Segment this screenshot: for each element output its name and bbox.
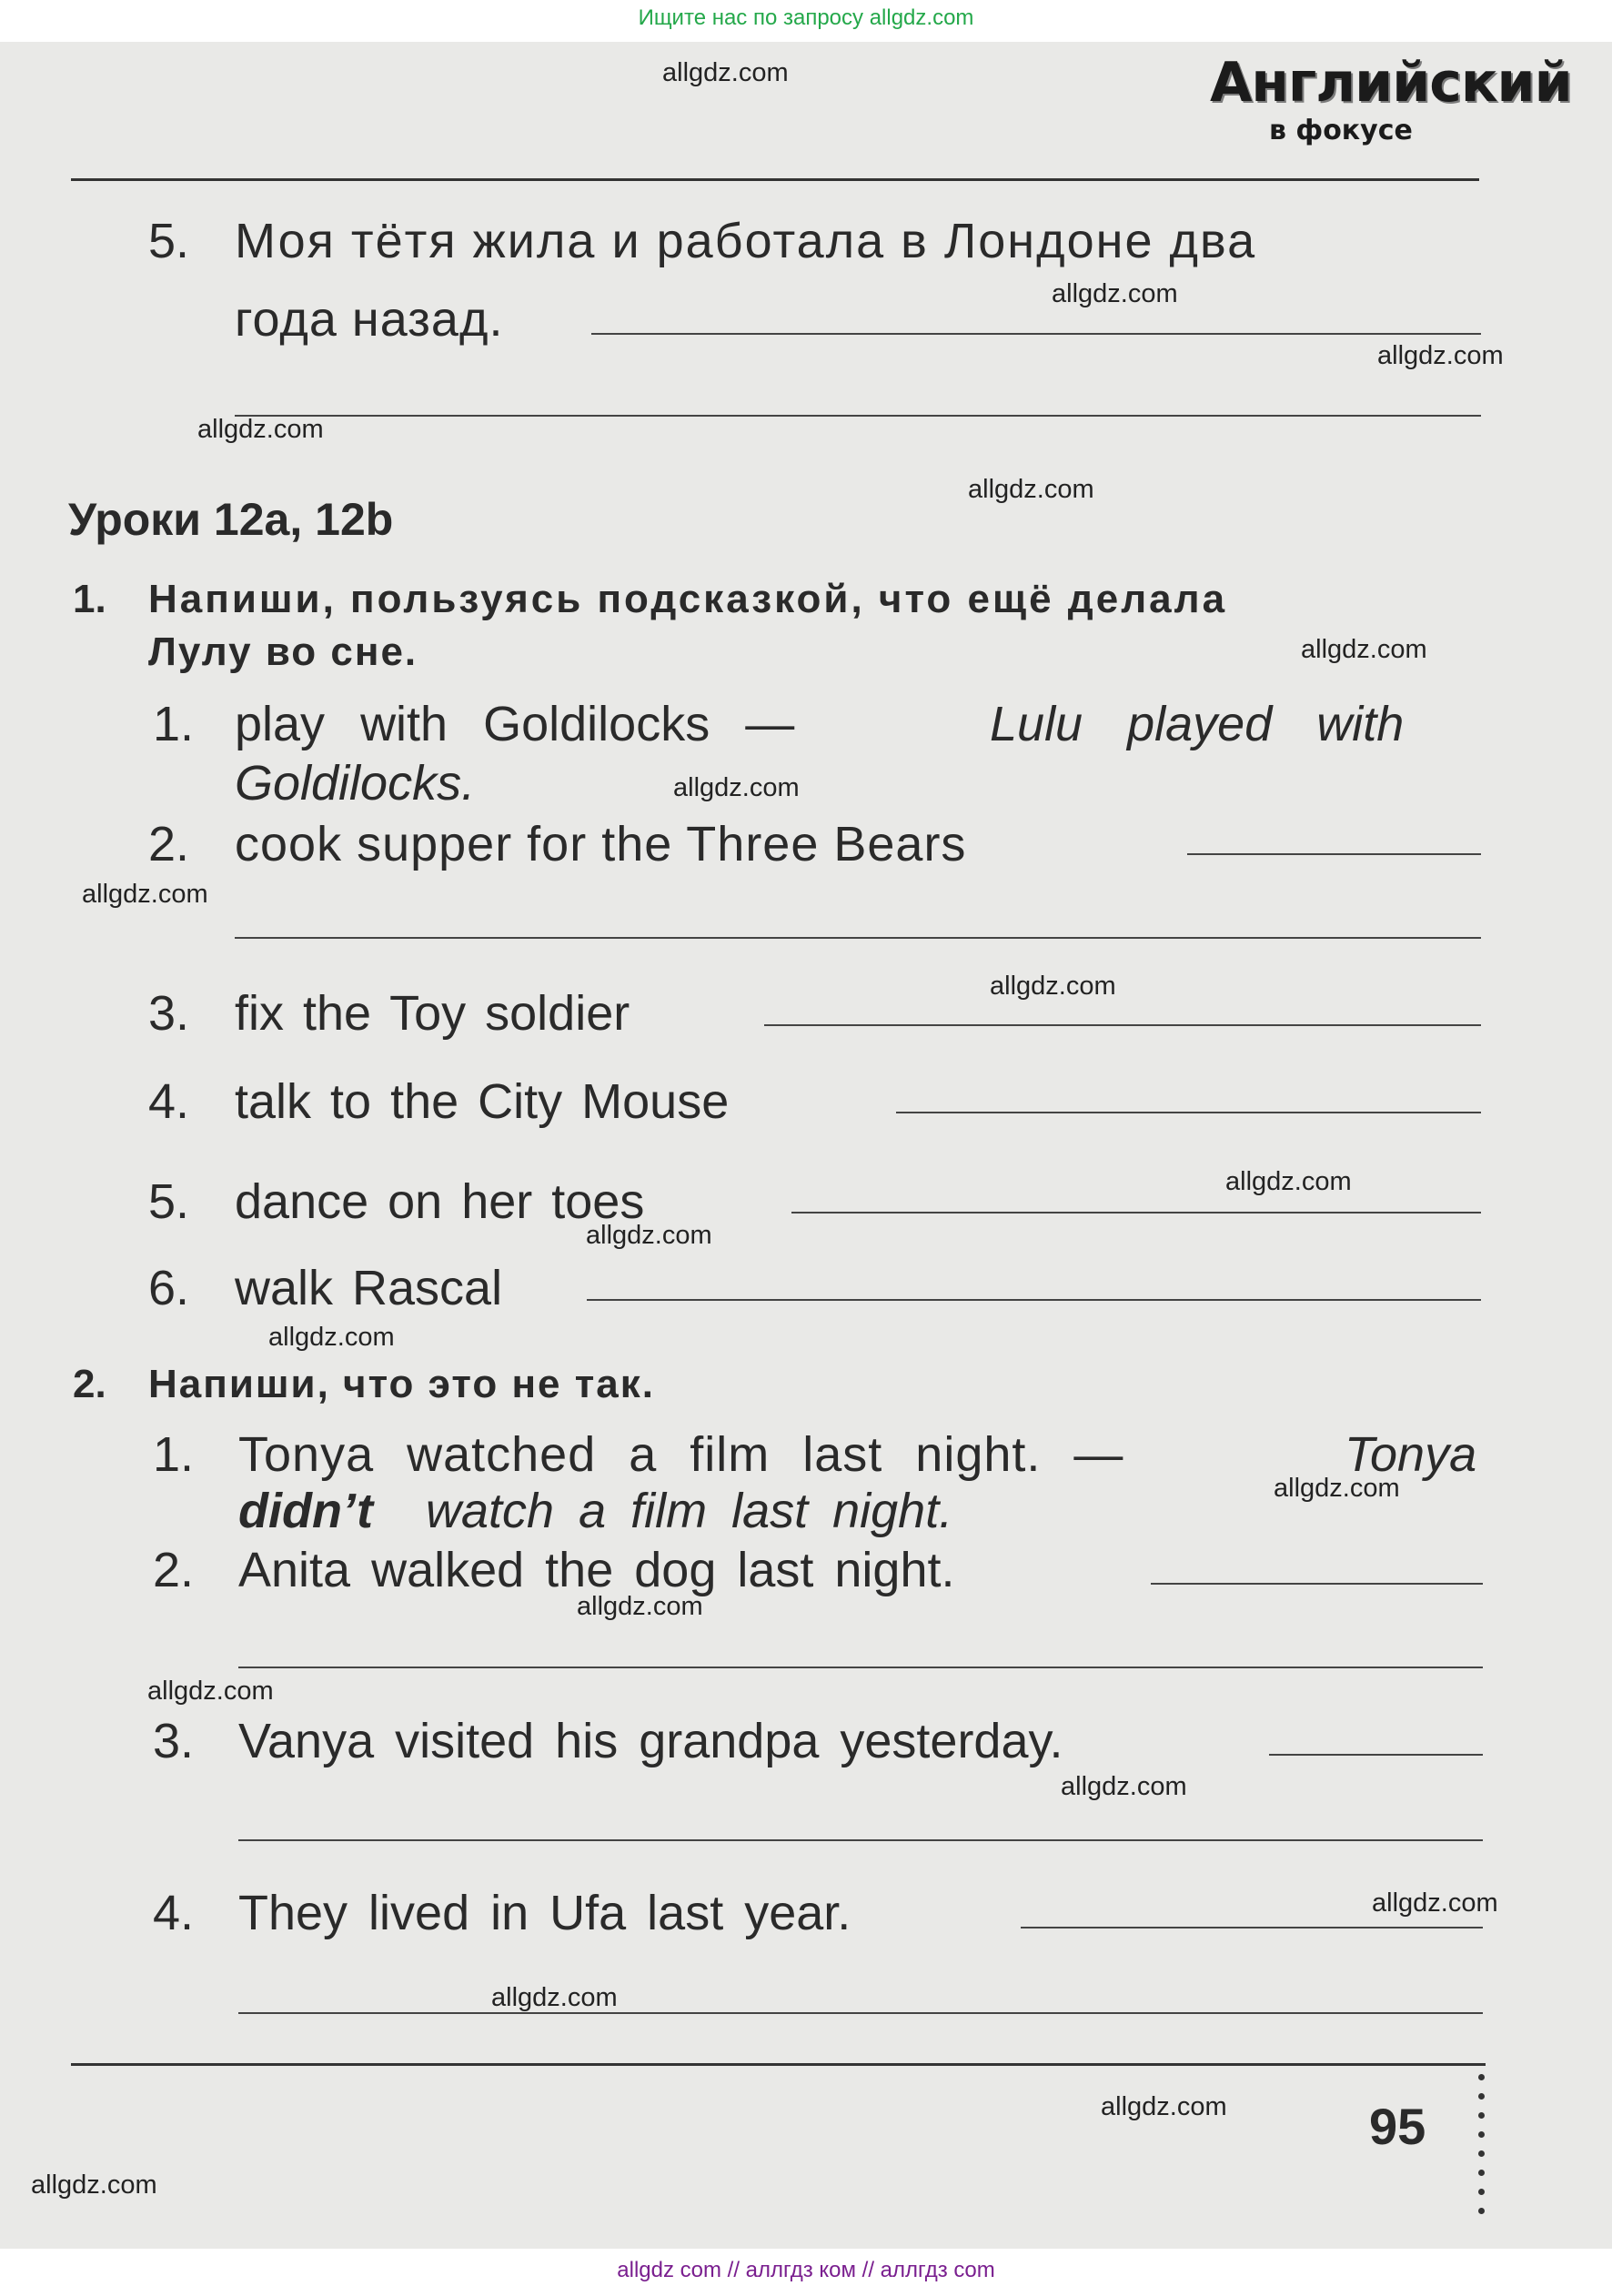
page-edge-dots xyxy=(1478,2074,1486,2247)
answer-line[interactable] xyxy=(238,1839,1483,1841)
answer-line[interactable] xyxy=(238,2012,1483,2014)
item-prompt: play with Goldilocks — xyxy=(235,697,795,751)
item-answer: watch a film last night. xyxy=(426,1484,953,1538)
watermark: allgdz.com xyxy=(1061,1772,1187,1801)
answer-line[interactable] xyxy=(1021,1927,1483,1928)
task-instruction-text: Напиши, пользуясь подсказкой, что ещё делала xyxy=(148,577,1228,621)
item-number: 3. xyxy=(148,986,190,1041)
item-prompt: cook supper for the Three Bears xyxy=(235,817,967,871)
watermark: allgdz.com xyxy=(197,415,324,444)
item-prompt: talk to the City Mouse xyxy=(235,1074,730,1129)
item-number: 6. xyxy=(148,1261,190,1315)
watermark: allgdz.com xyxy=(1225,1167,1352,1196)
watermark: allgdz.com xyxy=(147,1677,274,1706)
watermark: allgdz.com xyxy=(82,880,208,909)
answer-line[interactable] xyxy=(235,937,1481,939)
book-logo xyxy=(1210,51,1572,151)
item-answer: Goldilocks. xyxy=(235,756,476,811)
item-prompt: Anita walked the dog last night. xyxy=(238,1543,955,1597)
answer-line[interactable] xyxy=(896,1112,1481,1113)
watermark: allgdz.com xyxy=(577,1592,703,1621)
task-number: 1. xyxy=(73,577,106,621)
answer-line[interactable] xyxy=(1187,853,1481,855)
site-bottom-bar xyxy=(0,2249,1612,2296)
watermark: allgdz.com xyxy=(1301,635,1427,664)
header-rule xyxy=(71,178,1479,181)
answer-line[interactable] xyxy=(238,1667,1483,1668)
item-text: года назад. xyxy=(235,292,504,347)
item-prompt: Tonya watched a film last night. — xyxy=(238,1427,1124,1482)
page-number: 95 xyxy=(1369,2098,1426,2155)
item-number: 5. xyxy=(148,1174,190,1229)
footer-rule xyxy=(71,2063,1486,2066)
logo-title: Английский xyxy=(1210,51,1572,115)
item-prompt: walk Rascal xyxy=(235,1261,503,1315)
answer-line[interactable] xyxy=(1151,1583,1483,1585)
task-number: 2. xyxy=(73,1362,106,1406)
item-prompt: They lived in Ufa last year. xyxy=(238,1886,851,1940)
item-prompt: fix the Toy soldier xyxy=(235,986,630,1041)
item-answer: Tonya xyxy=(1345,1427,1477,1482)
watermark: allgdz.com xyxy=(586,1221,712,1250)
site-top-text[interactable]: Ищите нас по запросу allgdz.com xyxy=(638,5,974,30)
answer-line[interactable] xyxy=(791,1212,1481,1213)
item-number: 2. xyxy=(153,1543,195,1597)
site-bottom-text[interactable]: allgdz com // аллгдз ком // аллгдз com xyxy=(617,2258,995,2282)
task-instruction: Лулу во сне. xyxy=(148,629,418,674)
item-number: 1. xyxy=(153,1427,195,1482)
watermark: allgdz.com xyxy=(662,58,789,87)
logo-subtitle: в фокусе xyxy=(1269,115,1413,146)
answer-line[interactable] xyxy=(235,415,1481,417)
watermark: allgdz.com xyxy=(968,475,1094,504)
task-instruction: Напиши, что это не так. xyxy=(148,1362,655,1406)
item-answer: Lulu played with xyxy=(990,697,1405,751)
answer-line[interactable] xyxy=(587,1299,1481,1301)
section-title: Уроки 12a, 12b xyxy=(68,494,394,545)
site-top-bar xyxy=(0,0,1612,42)
watermark: allgdz.com xyxy=(31,2170,157,2200)
watermark: allgdz.com xyxy=(491,1983,618,2012)
watermark: allgdz.com xyxy=(990,972,1116,1001)
item-prompt: Vanya visited his grandpa yesterday. xyxy=(238,1714,1063,1768)
watermark: allgdz.com xyxy=(1052,279,1178,308)
item-number: 4. xyxy=(153,1886,195,1940)
answer-line[interactable] xyxy=(1269,1754,1483,1756)
watermark: allgdz.com xyxy=(1101,2092,1227,2121)
answer-line[interactable] xyxy=(591,333,1481,335)
watermark: allgdz.com xyxy=(1372,1888,1498,1918)
item-text: Моя тётя жила и работала в Лондоне два xyxy=(235,214,1257,268)
item-answer-emphasis: didn’t xyxy=(238,1484,373,1538)
item-prompt: dance on her toes xyxy=(235,1174,645,1229)
item-number: 2. xyxy=(148,817,190,871)
task-instruction xyxy=(148,577,1481,622)
item-number: 3. xyxy=(153,1714,195,1768)
answer-line[interactable] xyxy=(764,1024,1481,1026)
watermark: allgdz.com xyxy=(1377,341,1504,370)
watermark: allgdz.com xyxy=(268,1323,395,1352)
item-number: 4. xyxy=(148,1074,190,1129)
item-number: 5. xyxy=(148,214,190,268)
watermark: allgdz.com xyxy=(673,773,800,802)
item-number: 1. xyxy=(153,697,195,751)
watermark: allgdz.com xyxy=(1274,1474,1400,1503)
